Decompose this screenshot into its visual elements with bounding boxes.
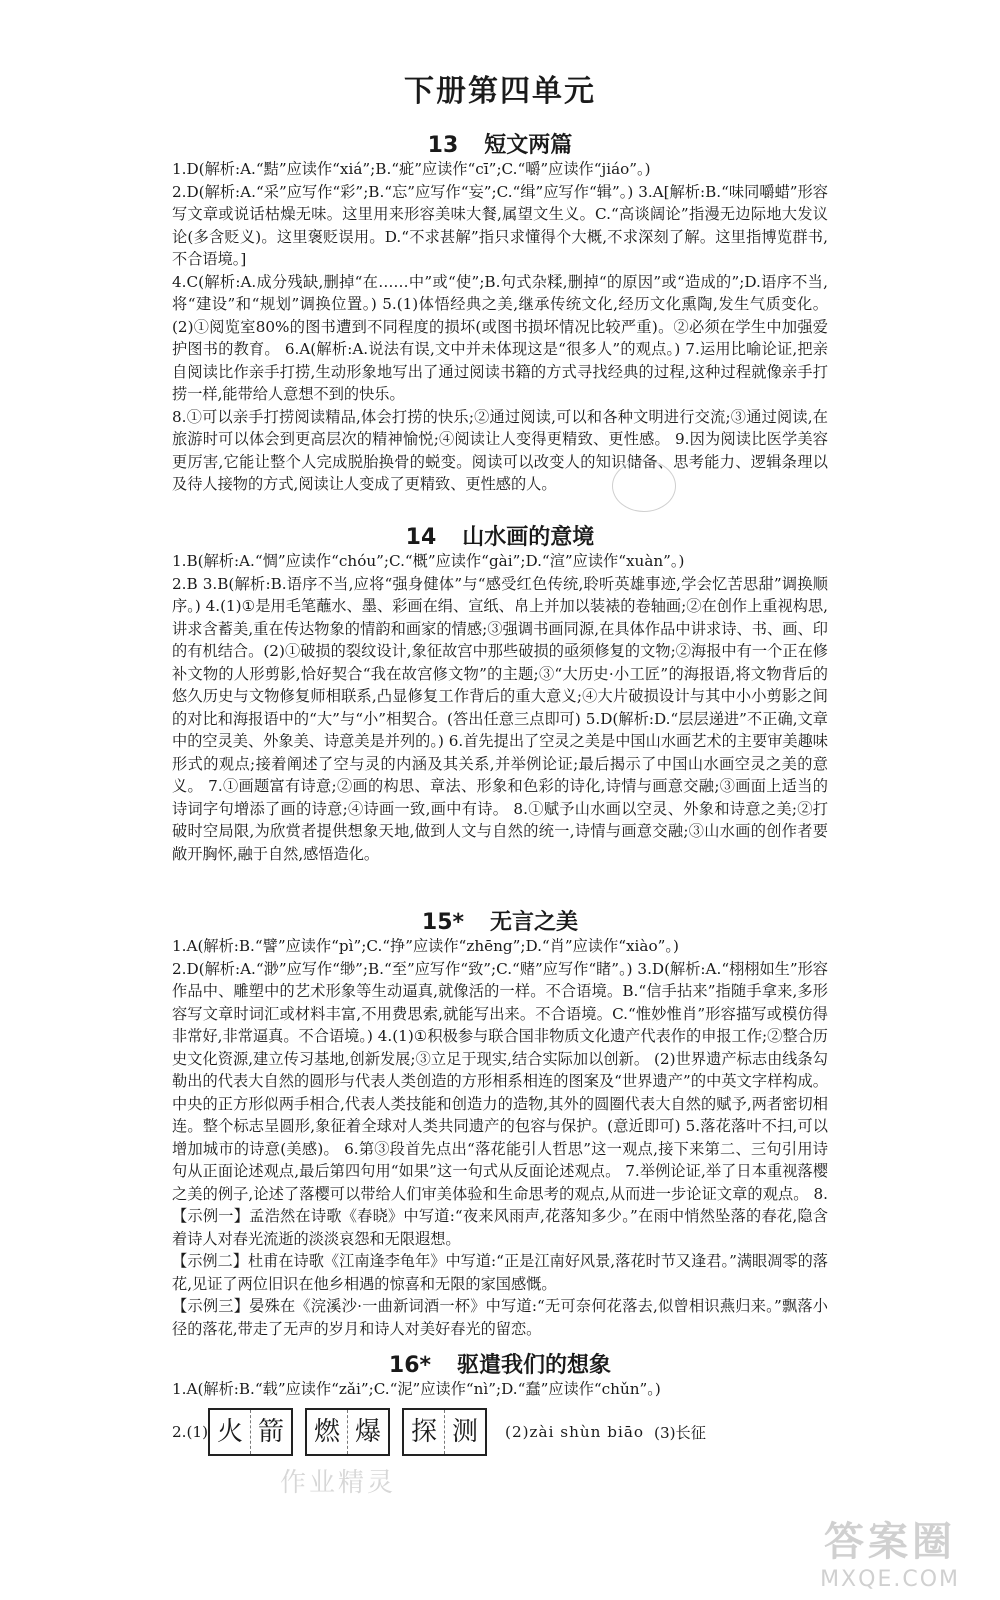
section-number: 15*	[421, 910, 465, 935]
watermark-url: MXQE.COM	[820, 1567, 960, 1592]
answer-part3: (3)长征	[654, 1423, 706, 1442]
section-number: 13	[427, 133, 459, 158]
section-number: 14	[405, 525, 437, 550]
grid-character: 探	[404, 1410, 445, 1454]
answer-paragraph: 【示例三】晏殊在《浣溪沙·一曲新词酒一杯》中写道:“无可奈何花落去,似曾相识燕归来。”飘落小径的落花,带走了无声的岁月和诗人对美好春光的留恋。	[172, 1297, 828, 1338]
grid-character: 燃	[307, 1410, 348, 1454]
character-box	[208, 1408, 293, 1456]
question-prefix: 2.(1)	[172, 1423, 209, 1441]
page-title: 下册第四单元	[404, 74, 596, 109]
section-heading-14	[0, 520, 1000, 551]
pinyin-answer: (2)zài shùn biāo	[505, 1423, 645, 1441]
section-body-14	[172, 550, 828, 865]
answer-paragraph: 1.A(解析:B.“譬”应读作“pì”;C.“挣”应读作“zhēng”;D.“肖”应读作“xiào”。)	[172, 937, 679, 955]
watermark-logo-text: 答案圈	[824, 1519, 957, 1565]
answer-paragraph: 【示例二】杜甫在诗歌《江南逢李龟年》中写道:“正是江南好风景,落花时节又逢君。”满眼凋零的落花,见证了两位旧识在他乡相遇的惊喜和无限的家国感慨。	[172, 1252, 828, 1293]
grid-character: 火	[210, 1410, 251, 1454]
watermark-text: 作业精灵	[280, 1468, 397, 1498]
grid-character: 爆	[355, 1417, 382, 1447]
grid-character: 测	[452, 1417, 479, 1447]
answer-paragraph: 2.D(解析:A.“采”应写作“彩”;B.“忘”应写作“妄”;C.“缉”应写作“辑”。) 3.A[解析:B.“味同嚼蜡”形容写文章或说话枯燥无味。这里用来形容美味大餐,属望文生义。C.“高谈阔论”指漫无边际地大发议论(多含贬义)。这里褒贬误用。D.“不求甚解”指只求懂得个大概,不求深刻了解。这里指博览群书,不合语境。]	[172, 182, 828, 268]
section-name: 短文两篇	[484, 133, 573, 158]
answer-paragraph: 4.C(解析:A.成分残缺,删掉“在……中”或“使”;B.句式杂糅,删掉“的原因”或“造成的”;D.语序不当,将“建设”和“规划”调换位置。) 5.(1)体悟经典之美,继承传统文化,经历文化熏陶,发生气质变化。 (2)①阅览室80%的图书遭到不同程度的损坏(或图书损坏情况比较严重)。②必须在学生中加强爱护图书的教育。 6.A(解析:A.说法有误,文中并未体现这是“很多人”的观点。) 7.运用比喻论证,把亲自阅读比作亲手打捞,生动形象地写出了通过阅读书籍的方式寻找经典的过程,这种过程就像亲手打捞一样,能带给人意想不到的快乐。	[172, 272, 828, 403]
site-watermark	[820, 1510, 960, 1592]
section-heading-16	[0, 1348, 1000, 1379]
answer-paragraph: 1.A(解析:B.“载”应读作“zǎi”;C.“泥”应读作“nì”;D.“蠢”应读作“chǔn”。)	[172, 1380, 661, 1398]
section-name: 驱遣我们的想象	[457, 1353, 612, 1378]
section-number: 16*	[388, 1353, 432, 1378]
section-body-15	[172, 935, 828, 1340]
character-box	[402, 1408, 487, 1456]
character-box	[305, 1408, 390, 1456]
grid-character: 箭	[258, 1417, 285, 1447]
answer-paragraph: 1.D(解析:A.“黠”应读作“xiá”;B.“疵”应读作“cī”;C.“嚼”应读作“jiáo”。)	[172, 160, 651, 178]
section-name: 无言之美	[490, 910, 579, 935]
stamp-mark	[612, 460, 676, 512]
answer-paragraph: 8.①可以亲手打捞阅读精品,体会打捞的快乐;②通过阅读,可以和各种文明进行交流;③通过阅读,在旅游时可以体会到更高层次的精神愉悦;④阅读让人变得更精致、更性感。 9.因为阅读比医学美容更厉害,它能让整个人完成脱胎换骨的蜕变。阅读可以改变人的知识储备、思考能力、逻辑条理以及待人接物的方式,阅读让人变成了更精致、更性感的人。	[172, 407, 828, 493]
answer-paragraph: 2.D(解析:A.“渺”应写作“缈”;B.“至”应写作“致”;C.“赌”应写作“睹”。) 3.D(解析:A.“栩栩如生”形容作品中、雕塑中的艺术形象等生动逼真,就像活的一样。不合语境。B.“信手拈来”指随手拿来,多形容写文章时词汇或材料丰富,不用费思索,就能写出来。不合语境。C.“惟妙惟肖”形容描写或模仿得非常好,非常逼真。不合语境。) 4.(1)①积极参与联合国非物质文化遗产代表作的申报工作;②整合历史文化资源,建立传习基地,创新发展;③立足于现实,结合实际加以创新。 (2)世界遗产标志由线条勾勒出的代表大自然的圆形与代表人类创造的方形相系相连的图案及“世界遗产”的中英文字样构成。中央的正方形似两手相合,代表人类技能和创造力的造物,其外的圆圈代表大自然的赋予,两者密切相连。整个标志呈圆形,象征着全球对人类共同遗产的包容与保护。(意近即可) 5.落花落叶不扫,可以增加城市的诗意(美感)。 6.第③段首先点出“落花能引人哲思”这一观点,接下来第二、三句引用诗句从正面论述观点,最后第四句用“如果”这一句式从反面论述观点。 7.举例论证,举了日本重视落樱之美的例子,论述了落樱可以带给人们审美体验和生命思考的观点,从而进一步论证文章的观点。 8.【示例一】孟浩然在诗歌《春晓》中写道:“夜来风雨声,花落知多少。”在雨中悄然坠落的春花,隐含着诗人对春光流逝的淡淡哀怨和无限遐想。	[172, 959, 828, 1248]
section-body-13	[172, 158, 828, 496]
answer-paragraph: 2.B 3.B(解析:B.语序不当,应将“强身健体”与“感受红色传统,聆听英雄事迹,学会忆苦思甜”调换顺序。) 4.(1)①是用毛笔蘸水、墨、彩画在绢、宣纸、帛上并加以装裱的卷轴画;②在创作上重视构思,讲求含蓄美,重在传达物象的情韵和画家的情感;③强调书画同源,在具体作品中讲求诗、书、画、印的有机结合。(2)①破损的裂纹设计,象征故宫中那些破损的亟须修复的文物;②海报中有一个正在修补文物的人形剪影,恰好契合“我在故宫修文物”的主题;③“大历史·小工匠”的海报语,将文物背后的悠久历史与文物修复师相联系,凸显修复工作背后的重大意义;④大片破损设计与其中小小剪影之间的对比和海报语中的“大”与“小”相契合。(答出任意三点即可) 5.D(解析:D.“层层递进”不正确,文章中的空灵美、外象美、诗意美是并列的。) 6.首先提出了空灵之美是中国山水画艺术的主要审美趣味形式的观点;接着阐述了空与灵的内涵及其关系,并举例论证;最后揭示了中国山水画空灵之美的意义。 7.①画题富有诗意;②画的构思、章法、形象和色彩的诗化,诗情与画意交融;③画面上适当的诗词字句增添了画的诗意;④诗画一致,画中有诗。 8.①赋予山水画以空灵、外象和诗意之美;②打破时空局限,为欣赏者提供想象天地,做到人文与自然的统一,诗情与画意交融;③山水画的创作者要敞开胸怀,融于自然,感悟造化。	[172, 574, 828, 863]
section-name: 山水画的意境	[462, 525, 595, 550]
section-heading-13	[0, 128, 1000, 159]
answer-paragraph: 1.B(解析:A.“惆”应读作“chóu”;C.“概”应读作“gài”;D.“渲”应读作“xuàn”。)	[172, 552, 685, 570]
writing-grid-row	[172, 1405, 828, 1459]
section-body-16	[172, 1378, 828, 1401]
section-heading-15	[0, 905, 1000, 936]
